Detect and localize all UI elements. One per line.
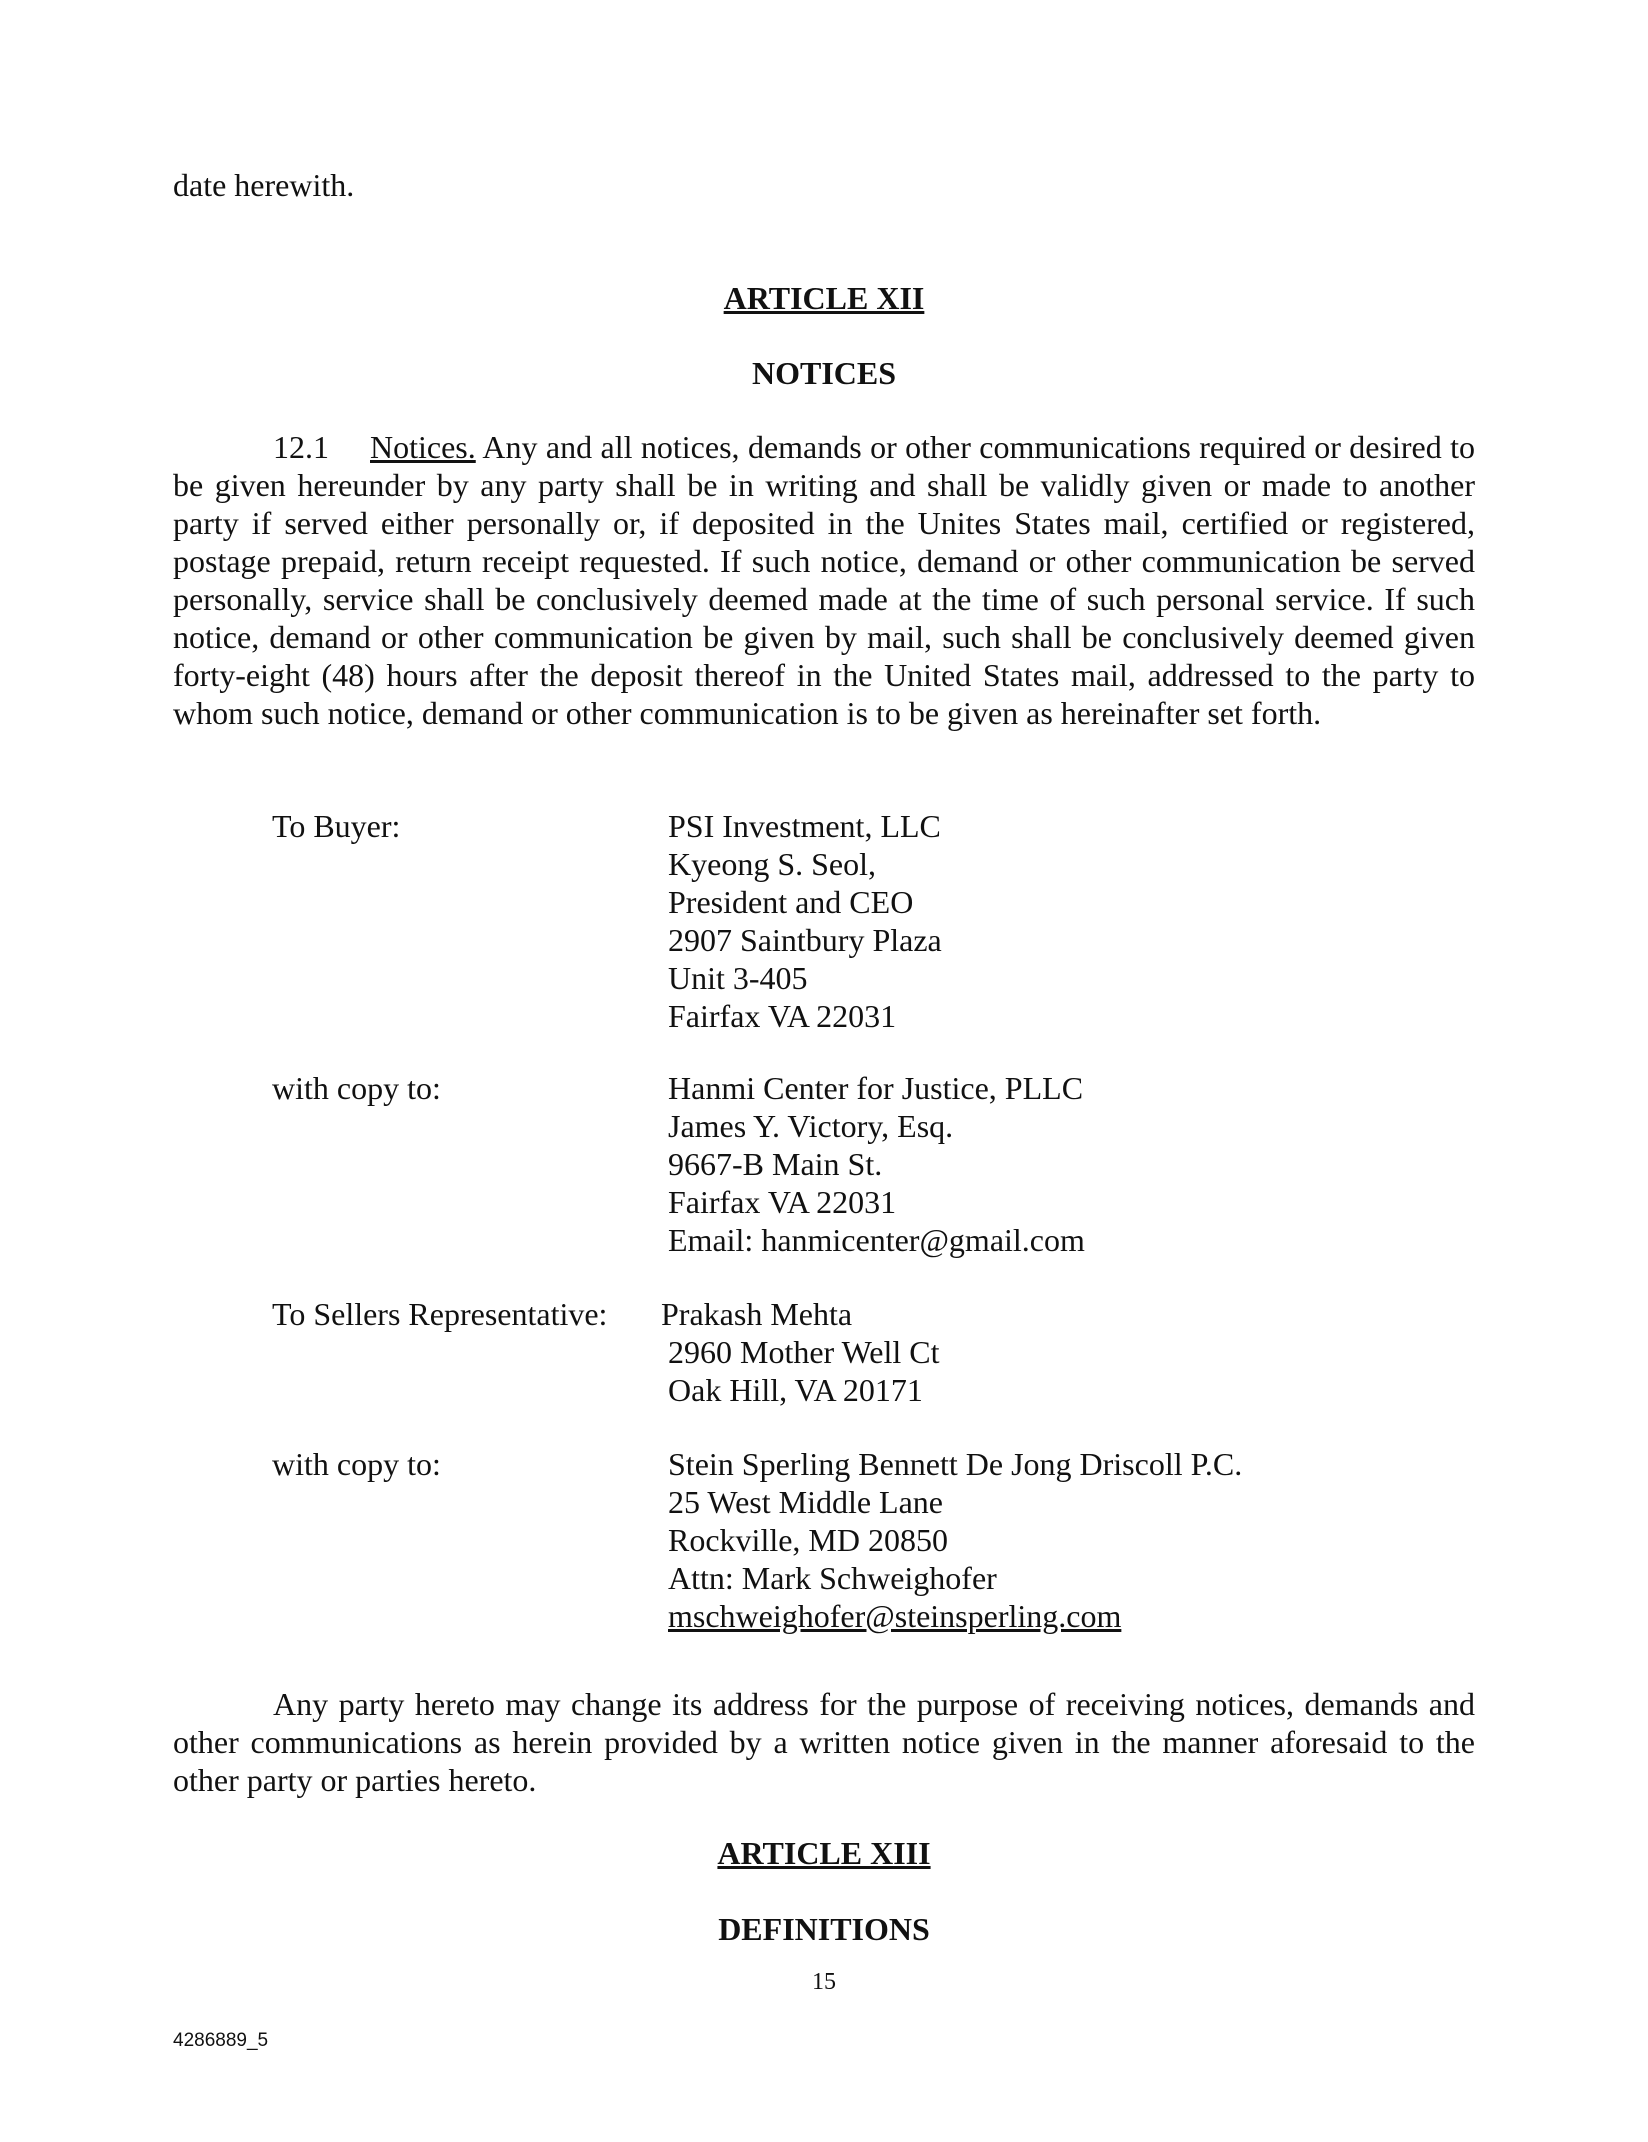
- address-line: 2960 Mother Well Ct: [668, 1334, 940, 1370]
- article-12-heading: [0, 279, 1648, 317]
- page-number: 15: [812, 1969, 836, 1995]
- address-line: Attn: Mark Schweighofer: [668, 1560, 997, 1596]
- address-line: Rockville, MD 20850: [668, 1522, 948, 1558]
- change-address-text: Any party hereto may change its address for the purpose of receiving notices, demands and other communications as herein provided by a written notice given in the manner aforesaid to the other party or parties hereto.: [173, 1686, 1475, 1798]
- address-line: 25 West Middle Lane: [668, 1484, 943, 1520]
- address-line: Oak Hill, VA 20171: [668, 1372, 923, 1408]
- article-12-subheading: NOTICES: [751, 355, 897, 391]
- notice-address-buyer-copy: [668, 1069, 1085, 1259]
- section-title: Notices.: [370, 429, 476, 465]
- notice-label-sellers-copy: with copy to:: [272, 1446, 441, 1482]
- continuation-text: date herewith.: [173, 167, 355, 203]
- notice-label-buyer-copy: with copy to:: [272, 1070, 441, 1106]
- address-line: Kyeong S. Seol,: [668, 846, 876, 882]
- address-line: Fairfax VA 22031: [668, 998, 897, 1034]
- notice-address-sellers-rep: [661, 1295, 940, 1409]
- article-13-heading-text: ARTICLE XIII: [717, 1835, 931, 1871]
- section-text: Any and all notices, demands or other communications required or desired to be given hereunder by any party shall be in writing and shall be validly given or made to another party if served either personally or, if deposited in the Unites States mail, certified or registered, postage prepaid, return receipt requested. If such notice, demand or other communication be served personally, service shall be conclusively deemed made at the time of such personal service. If such notice, demand or other communication be given by mail, such shall be conclusively deemed given forty-eight (48) hours after the deposit thereof in the United States mail, addressed to the party to whom such notice, demand or other communication is to be given as hereinafter set forth.: [173, 429, 1475, 731]
- address-line: James Y. Victory, Esq.: [668, 1108, 954, 1144]
- address-line: PSI Investment, LLC: [668, 808, 941, 844]
- address-line: 2907 Saintbury Plaza: [668, 922, 942, 958]
- document-id: 4286889_5: [173, 2030, 269, 2051]
- article-13-heading: [0, 1834, 1648, 1872]
- address-line: Email: hanmicenter@gmail.com: [668, 1222, 1085, 1258]
- address-line: Stein Sperling Bennett De Jong Driscoll P.C.: [668, 1446, 1243, 1482]
- address-line: President and CEO: [668, 884, 914, 920]
- address-line: Hanmi Center for Justice, PLLC: [668, 1070, 1084, 1106]
- notice-address-buyer: [668, 807, 942, 1035]
- notice-label-sellers-rep: To Sellers Representative:: [272, 1296, 608, 1332]
- notice-label-buyer: To Buyer:: [272, 808, 401, 844]
- address-line: Fairfax VA 22031: [668, 1184, 897, 1220]
- address-line: Prakash Mehta: [661, 1296, 853, 1332]
- article-13-subheading: DEFINITIONS: [718, 1911, 930, 1947]
- section-number: 12.1: [273, 429, 329, 465]
- change-address-paragraph: [173, 1685, 1475, 1799]
- email-link[interactable]: mschweighofer@steinsperling.com: [668, 1598, 1122, 1634]
- address-line: Unit 3-405: [668, 960, 808, 996]
- address-line: 9667-B Main St.: [668, 1146, 883, 1182]
- section-12-1-paragraph: [173, 428, 1475, 732]
- article-12-heading-text: ARTICLE XII: [723, 280, 925, 316]
- notice-address-sellers-copy: [668, 1445, 1242, 1635]
